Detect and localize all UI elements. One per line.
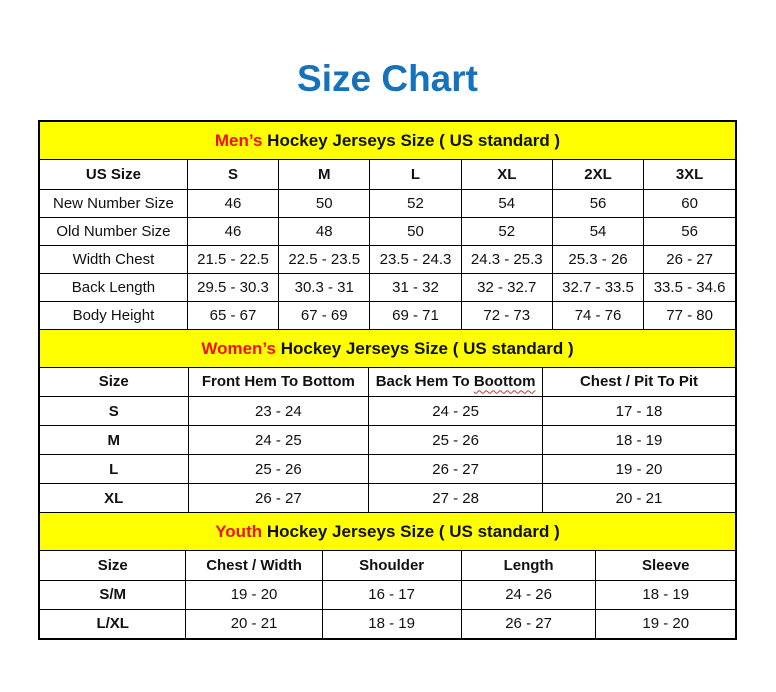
- table-row: [40, 301, 735, 329]
- row-label: L: [40, 455, 188, 484]
- size-chart-table-stack: [38, 120, 737, 640]
- table-cell: 32 - 32.7: [461, 273, 552, 301]
- table-cell: 25 - 26: [369, 426, 543, 455]
- table-cell: 50: [279, 189, 370, 217]
- column-header: Sleeve: [596, 551, 735, 580]
- page-title: Size Chart: [297, 58, 478, 99]
- table-cell: 50: [370, 217, 461, 245]
- table-cell: 18 - 19: [542, 426, 735, 455]
- column-header: Shoulder: [322, 551, 461, 580]
- column-header: 3XL: [644, 160, 735, 189]
- row-label: S/M: [40, 580, 186, 609]
- table-cell: 60: [644, 189, 735, 217]
- table-cell: 19 - 20: [542, 455, 735, 484]
- table-cell: 32.7 - 33.5: [552, 273, 643, 301]
- table-cell: 21.5 - 22.5: [187, 245, 278, 273]
- table-cell: 33.5 - 34.6: [644, 273, 735, 301]
- table-cell: 31 - 32: [370, 273, 461, 301]
- table-cell: 17 - 18: [542, 397, 735, 426]
- row-label: L/XL: [40, 609, 186, 638]
- table-row: [40, 455, 735, 484]
- table-cell: 26 - 27: [188, 484, 369, 513]
- table-cell: 77 - 80: [644, 301, 735, 329]
- table-cell: 69 - 71: [370, 301, 461, 329]
- table-cell: 46: [187, 217, 278, 245]
- mens-section-banner: [40, 122, 735, 160]
- table-cell: 24.3 - 25.3: [461, 245, 552, 273]
- table-row: [40, 189, 735, 217]
- table-row: [40, 217, 735, 245]
- row-label: Body Height: [40, 301, 187, 329]
- table-cell: 25.3 - 26: [552, 245, 643, 273]
- column-header: Length: [461, 551, 596, 580]
- youth-section-banner: [40, 513, 735, 551]
- column-header-text: Back Hem To: [375, 373, 470, 391]
- column-header: Chest / Pit To Pit: [542, 368, 735, 397]
- column-header: US Size: [40, 160, 187, 189]
- table-cell: 65 - 67: [187, 301, 278, 329]
- table-cell: 56: [552, 189, 643, 217]
- column-header: XL: [461, 160, 552, 189]
- row-label: New Number Size: [40, 189, 187, 217]
- table-cell: 23 - 24: [188, 397, 369, 426]
- table-cell: 20 - 21: [542, 484, 735, 513]
- table-cell: 25 - 26: [188, 455, 369, 484]
- table-cell: 29.5 - 30.3: [187, 273, 278, 301]
- womens-banner-highlight: Women’s: [201, 338, 276, 358]
- row-label: XL: [40, 484, 188, 513]
- table-cell: 54: [552, 217, 643, 245]
- table-cell: 18 - 19: [596, 580, 735, 609]
- row-label: Width Chest: [40, 245, 187, 273]
- mens-header-row: [40, 160, 735, 189]
- row-label: Old Number Size: [40, 217, 187, 245]
- table-cell: 26 - 27: [461, 609, 596, 638]
- table-row: [40, 273, 735, 301]
- table-cell: 27 - 28: [369, 484, 543, 513]
- row-label: S: [40, 397, 188, 426]
- table-cell: 23.5 - 24.3: [370, 245, 461, 273]
- table-row: [40, 426, 735, 455]
- table-cell: 16 - 17: [322, 580, 461, 609]
- table-cell: 26 - 27: [369, 455, 543, 484]
- table-cell: 46: [187, 189, 278, 217]
- column-header: Size: [40, 368, 188, 397]
- womens-header-row: [40, 368, 735, 397]
- table-cell: 54: [461, 189, 552, 217]
- table-cell: 19 - 20: [596, 609, 735, 638]
- youth-banner-highlight: Youth: [215, 522, 263, 541]
- row-label: M: [40, 426, 188, 455]
- column-header: 2XL: [552, 160, 643, 189]
- table-row: [40, 245, 735, 273]
- column-header: M: [279, 160, 370, 189]
- youth-header-row: [40, 551, 735, 580]
- column-header: Chest / Width: [186, 551, 322, 580]
- table-row: [40, 580, 735, 609]
- table-cell: 56: [644, 217, 735, 245]
- column-header: [369, 368, 543, 397]
- table-row: [40, 609, 735, 638]
- column-header: Size: [40, 551, 186, 580]
- table-cell: 19 - 20: [186, 580, 322, 609]
- table-cell: 74 - 76: [552, 301, 643, 329]
- column-header: L: [370, 160, 461, 189]
- row-label: Back Length: [40, 273, 187, 301]
- table-cell: 67 - 69: [279, 301, 370, 329]
- table-cell: 24 - 25: [188, 426, 369, 455]
- table-cell: 52: [461, 217, 552, 245]
- youth-size-table: [40, 551, 735, 638]
- mens-size-table: [40, 160, 735, 330]
- table-cell: 20 - 21: [186, 609, 322, 638]
- column-header: S: [187, 160, 278, 189]
- table-row: [40, 484, 735, 513]
- table-cell: 24 - 26: [461, 580, 596, 609]
- youth-banner-text: Hockey Jerseys Size ( US standard ): [266, 522, 560, 541]
- table-cell: 22.5 - 23.5: [279, 245, 370, 273]
- table-cell: 18 - 19: [322, 609, 461, 638]
- mens-banner-text: Hockey Jerseys Size ( US standard ): [267, 131, 561, 150]
- table-cell: 30.3 - 31: [279, 273, 370, 301]
- table-cell: 72 - 73: [461, 301, 552, 329]
- column-header: Front Hem To Bottom: [188, 368, 369, 397]
- womens-section-banner: [40, 330, 735, 368]
- womens-size-table: [40, 368, 735, 514]
- table-cell: 26 - 27: [644, 245, 735, 273]
- table-cell: 48: [279, 217, 370, 245]
- table-cell: 52: [370, 189, 461, 217]
- womens-banner-text: Hockey Jerseys Size ( US standard ): [280, 338, 574, 358]
- table-row: [40, 397, 735, 426]
- misspelled-word: Boottom: [473, 373, 536, 391]
- mens-banner-highlight: Men’s: [214, 131, 263, 150]
- table-cell: 24 - 25: [369, 397, 543, 426]
